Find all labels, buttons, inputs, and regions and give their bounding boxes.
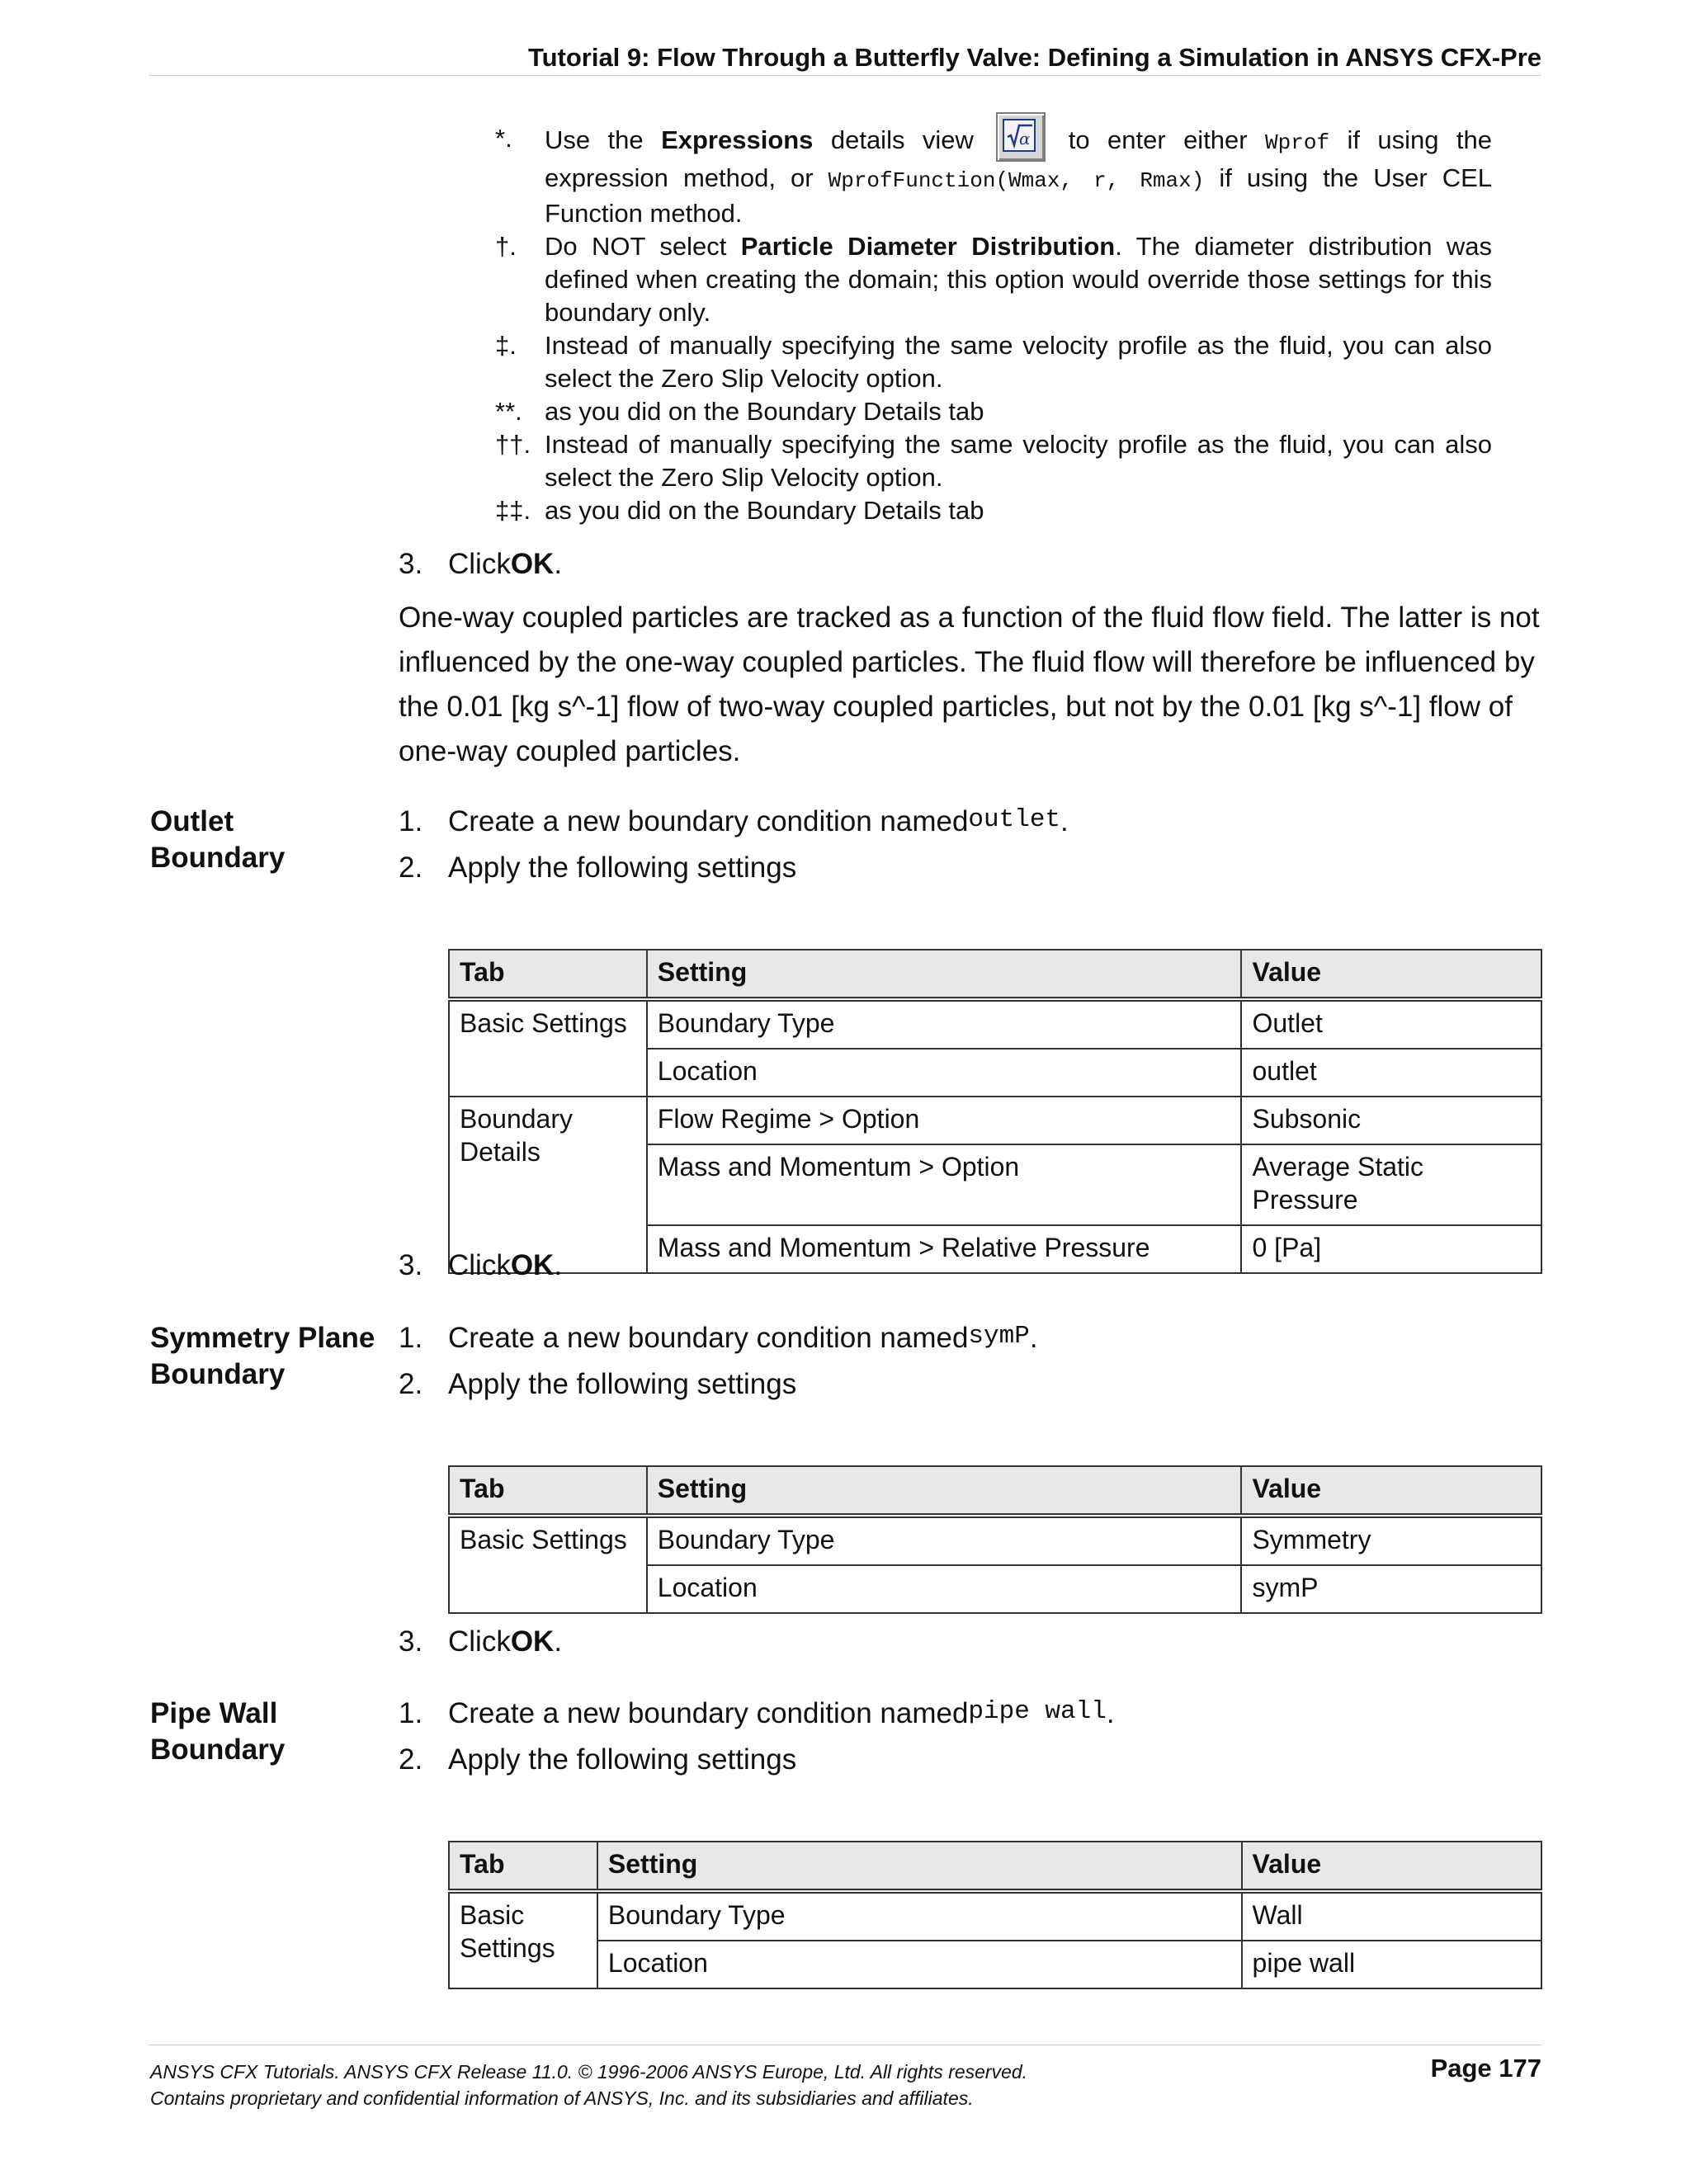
column-header-setting: Setting xyxy=(647,950,1242,999)
footnote-4 xyxy=(495,395,1492,428)
column-header-tab: Tab xyxy=(449,1466,647,1516)
step-apply-settings: 2. Apply the following settings xyxy=(399,1743,797,1776)
setting-cell: Location xyxy=(597,1941,1242,1988)
boundary-name: symP xyxy=(968,1322,1030,1351)
value-cell: Wall xyxy=(1242,1891,1541,1941)
column-header-tab: Tab xyxy=(449,950,647,999)
footnote-text: as you did on the Boundary Details tab xyxy=(545,496,984,525)
value-cell: 0 [Pa] xyxy=(1241,1225,1541,1273)
setting-cell: Boundary Type xyxy=(647,1516,1242,1565)
tab-cell: Basic Settings xyxy=(449,1891,597,1988)
footnote-list xyxy=(495,122,1492,527)
footnote-marker: ‡‡. xyxy=(495,496,531,525)
footnote-5 xyxy=(495,428,1492,494)
footer-copyright: ANSYS CFX Tutorials. ANSYS CFX Release 11.0. © 1996-2006 ANSYS Europe, Ltd. All rights reserved. xyxy=(150,2061,1028,2083)
value-cell: Average Static Pressure xyxy=(1241,1144,1541,1225)
header-divider xyxy=(149,75,1541,76)
value-cell: Symmetry xyxy=(1241,1516,1541,1565)
footnote-text: Instead of manually specifying the same velocity profile as the fluid, you can also select the Zero Slip Velocity option. xyxy=(545,430,1492,492)
step-create-pipe-wall: 1. Create a new boundary condition named pipe wall . xyxy=(399,1697,1115,1729)
value-cell: Subsonic xyxy=(1241,1097,1541,1144)
table-row xyxy=(449,1891,1541,1941)
footnote-marker: ††. xyxy=(495,430,531,459)
value-cell: symP xyxy=(1241,1565,1541,1613)
tab-cell: Boundary Details xyxy=(449,1097,647,1273)
footnote-text: as you did on the Boundary Details tab xyxy=(545,397,984,426)
section-heading-symmetry-plane-boundary: Symmetry Plane Boundary xyxy=(150,1322,375,1390)
column-header-setting: Setting xyxy=(647,1466,1242,1516)
setting-cell: Location xyxy=(647,1565,1242,1613)
step-apply-settings: 2. Apply the following settings xyxy=(399,1368,797,1400)
footnote-marker: *. xyxy=(495,124,512,153)
footnote-1 xyxy=(495,122,1492,230)
setting-cell: Mass and Momentum > Relative Pressure xyxy=(647,1225,1242,1273)
footnote-text: Use the Expressions details view α to enter either Wprof if using the expression method, or WprofFunction(Wmax, r, Rmax) if using the User CEL Function method. xyxy=(545,122,1492,230)
page-header-title: Tutorial 9: Flow Through a Butterfly Valve: Defining a Simulation in ANSYS CFX-Pre xyxy=(527,43,1541,72)
step-click-ok: 3. Click OK . xyxy=(399,548,563,580)
pipe-wall-settings-table xyxy=(448,1841,1542,1989)
setting-cell: Mass and Momentum > Option xyxy=(647,1144,1242,1225)
table-row xyxy=(449,1097,1541,1144)
table-row xyxy=(449,1516,1541,1565)
value-cell: pipe wall xyxy=(1242,1941,1541,1988)
footer-confidentiality: Contains proprietary and confidential information of ANSYS, Inc. and its subsidiaries and affiliates. xyxy=(150,2087,974,2109)
setting-cell: Boundary Type xyxy=(597,1891,1242,1941)
coupling-paragraph: One-way coupled particles are tracked as a function of the fluid flow field. The latter is not influenced by the one-way coupled particles. The fluid flow will therefore be influenced by the 0.01 [kg s^-1] flow of two-way coupled particles, but not by the 0.01 [kg s^-1] flow of one-way coupled particles. xyxy=(399,601,1540,767)
table-header-row xyxy=(449,1466,1541,1516)
section-heading-outlet-boundary: Outlet Boundary xyxy=(150,805,286,874)
page-number: Page 177 xyxy=(1430,2054,1541,2083)
svg-text:α: α xyxy=(1019,129,1031,149)
setting-cell: Flow Regime > Option xyxy=(647,1097,1242,1144)
footnote-marker: **. xyxy=(495,397,522,426)
table-header-row xyxy=(449,950,1541,999)
column-header-tab: Tab xyxy=(449,1842,597,1891)
tab-cell: Basic Settings xyxy=(449,999,647,1097)
footnote-marker: ‡. xyxy=(495,331,517,360)
boundary-name: pipe wall xyxy=(968,1697,1107,1726)
boundary-name: outlet xyxy=(968,805,1061,834)
value-cell: outlet xyxy=(1241,1049,1541,1097)
footnote-2 xyxy=(495,230,1492,329)
column-header-value: Value xyxy=(1242,1842,1541,1891)
footnote-text: Do NOT select Particle Diameter Distribution. The diameter distribution was defined when creating the domain; this option would override those settings for this boundary only. xyxy=(545,232,1492,327)
table-row xyxy=(449,1941,1541,1988)
tab-cell: Basic Settings xyxy=(449,1516,647,1613)
footnote-marker: †. xyxy=(495,232,517,261)
outlet-settings-table xyxy=(448,949,1542,1274)
footnote-text: Instead of manually specifying the same velocity profile as the fluid, you can also select the Zero Slip Velocity option. xyxy=(545,331,1492,393)
column-header-value: Value xyxy=(1241,1466,1541,1516)
step-create-symmetry: 1. Create a new boundary condition named symP . xyxy=(399,1322,1038,1354)
symmetry-settings-table xyxy=(448,1465,1542,1614)
setting-cell: Location xyxy=(647,1049,1242,1097)
section-heading-pipe-wall-boundary: Pipe Wall Boundary xyxy=(150,1697,286,1766)
footnote-3 xyxy=(495,329,1492,395)
step-click-ok: 3. Click OK . xyxy=(399,1249,563,1281)
column-header-value: Value xyxy=(1241,950,1541,999)
step-click-ok: 3. Click OK . xyxy=(399,1625,563,1658)
table-row xyxy=(449,999,1541,1049)
setting-cell: Boundary Type xyxy=(647,999,1242,1049)
table-header-row xyxy=(449,1842,1541,1891)
value-cell: Outlet xyxy=(1241,999,1541,1049)
column-header-setting: Setting xyxy=(597,1842,1242,1891)
step-create-outlet: 1. Create a new boundary condition named outlet . xyxy=(399,805,1069,837)
step-apply-settings: 2. Apply the following settings xyxy=(399,851,797,884)
footnote-6 xyxy=(495,494,1492,527)
expressions-icon xyxy=(996,112,1046,162)
